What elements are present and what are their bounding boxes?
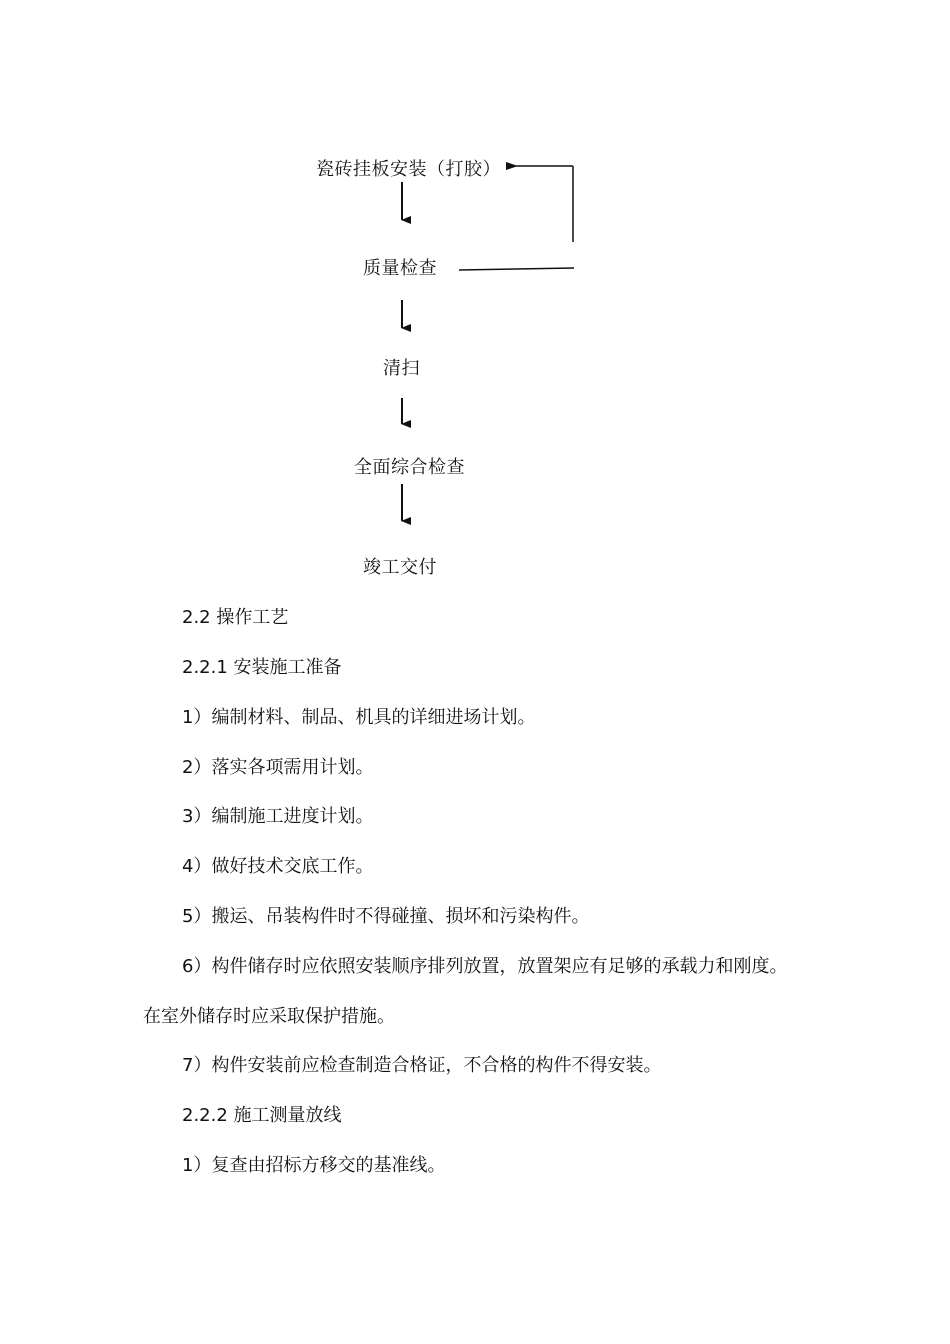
heading-2-2: 2.2 操作工艺 — [182, 607, 289, 628]
list-item-continuation: 在室外储存时应采取保护措施。 — [143, 1006, 395, 1027]
flow-step-clean: 清扫 — [383, 358, 420, 379]
flow-step-comprehensive-check: 全面综合检查 — [354, 457, 465, 478]
list-item: 2）落实各项需用计划。 — [182, 757, 374, 778]
list-item: 6）构件储存时应依照安装顺序排列放置，放置架应有足够的承载力和刚度。 — [182, 956, 788, 977]
feedback-line-bottom — [459, 268, 574, 270]
flow-step-quality-check: 质量检查 — [363, 258, 437, 279]
flowchart-diagram — [0, 0, 950, 600]
heading-2-2-1: 2.2.1 安装施工准备 — [182, 657, 342, 678]
list-item: 7）构件安装前应检查制造合格证，不合格的构件不得安装。 — [182, 1055, 662, 1076]
list-item: 1）编制材料、制品、机具的详细进场计划。 — [182, 707, 536, 728]
list-item: 1）复查由招标方移交的基准线。 — [182, 1155, 446, 1176]
list-item: 4）做好技术交底工作。 — [182, 856, 374, 877]
flow-step-handover: 竣工交付 — [363, 557, 437, 578]
list-item: 3）编制施工进度计划。 — [182, 806, 374, 827]
list-item: 5）搬运、吊装构件时不得碰撞、损坏和污染构件。 — [182, 906, 590, 927]
heading-2-2-2: 2.2.2 施工测量放线 — [182, 1105, 342, 1126]
flow-step-install: 瓷砖挂板安装（打胶） — [316, 159, 501, 180]
